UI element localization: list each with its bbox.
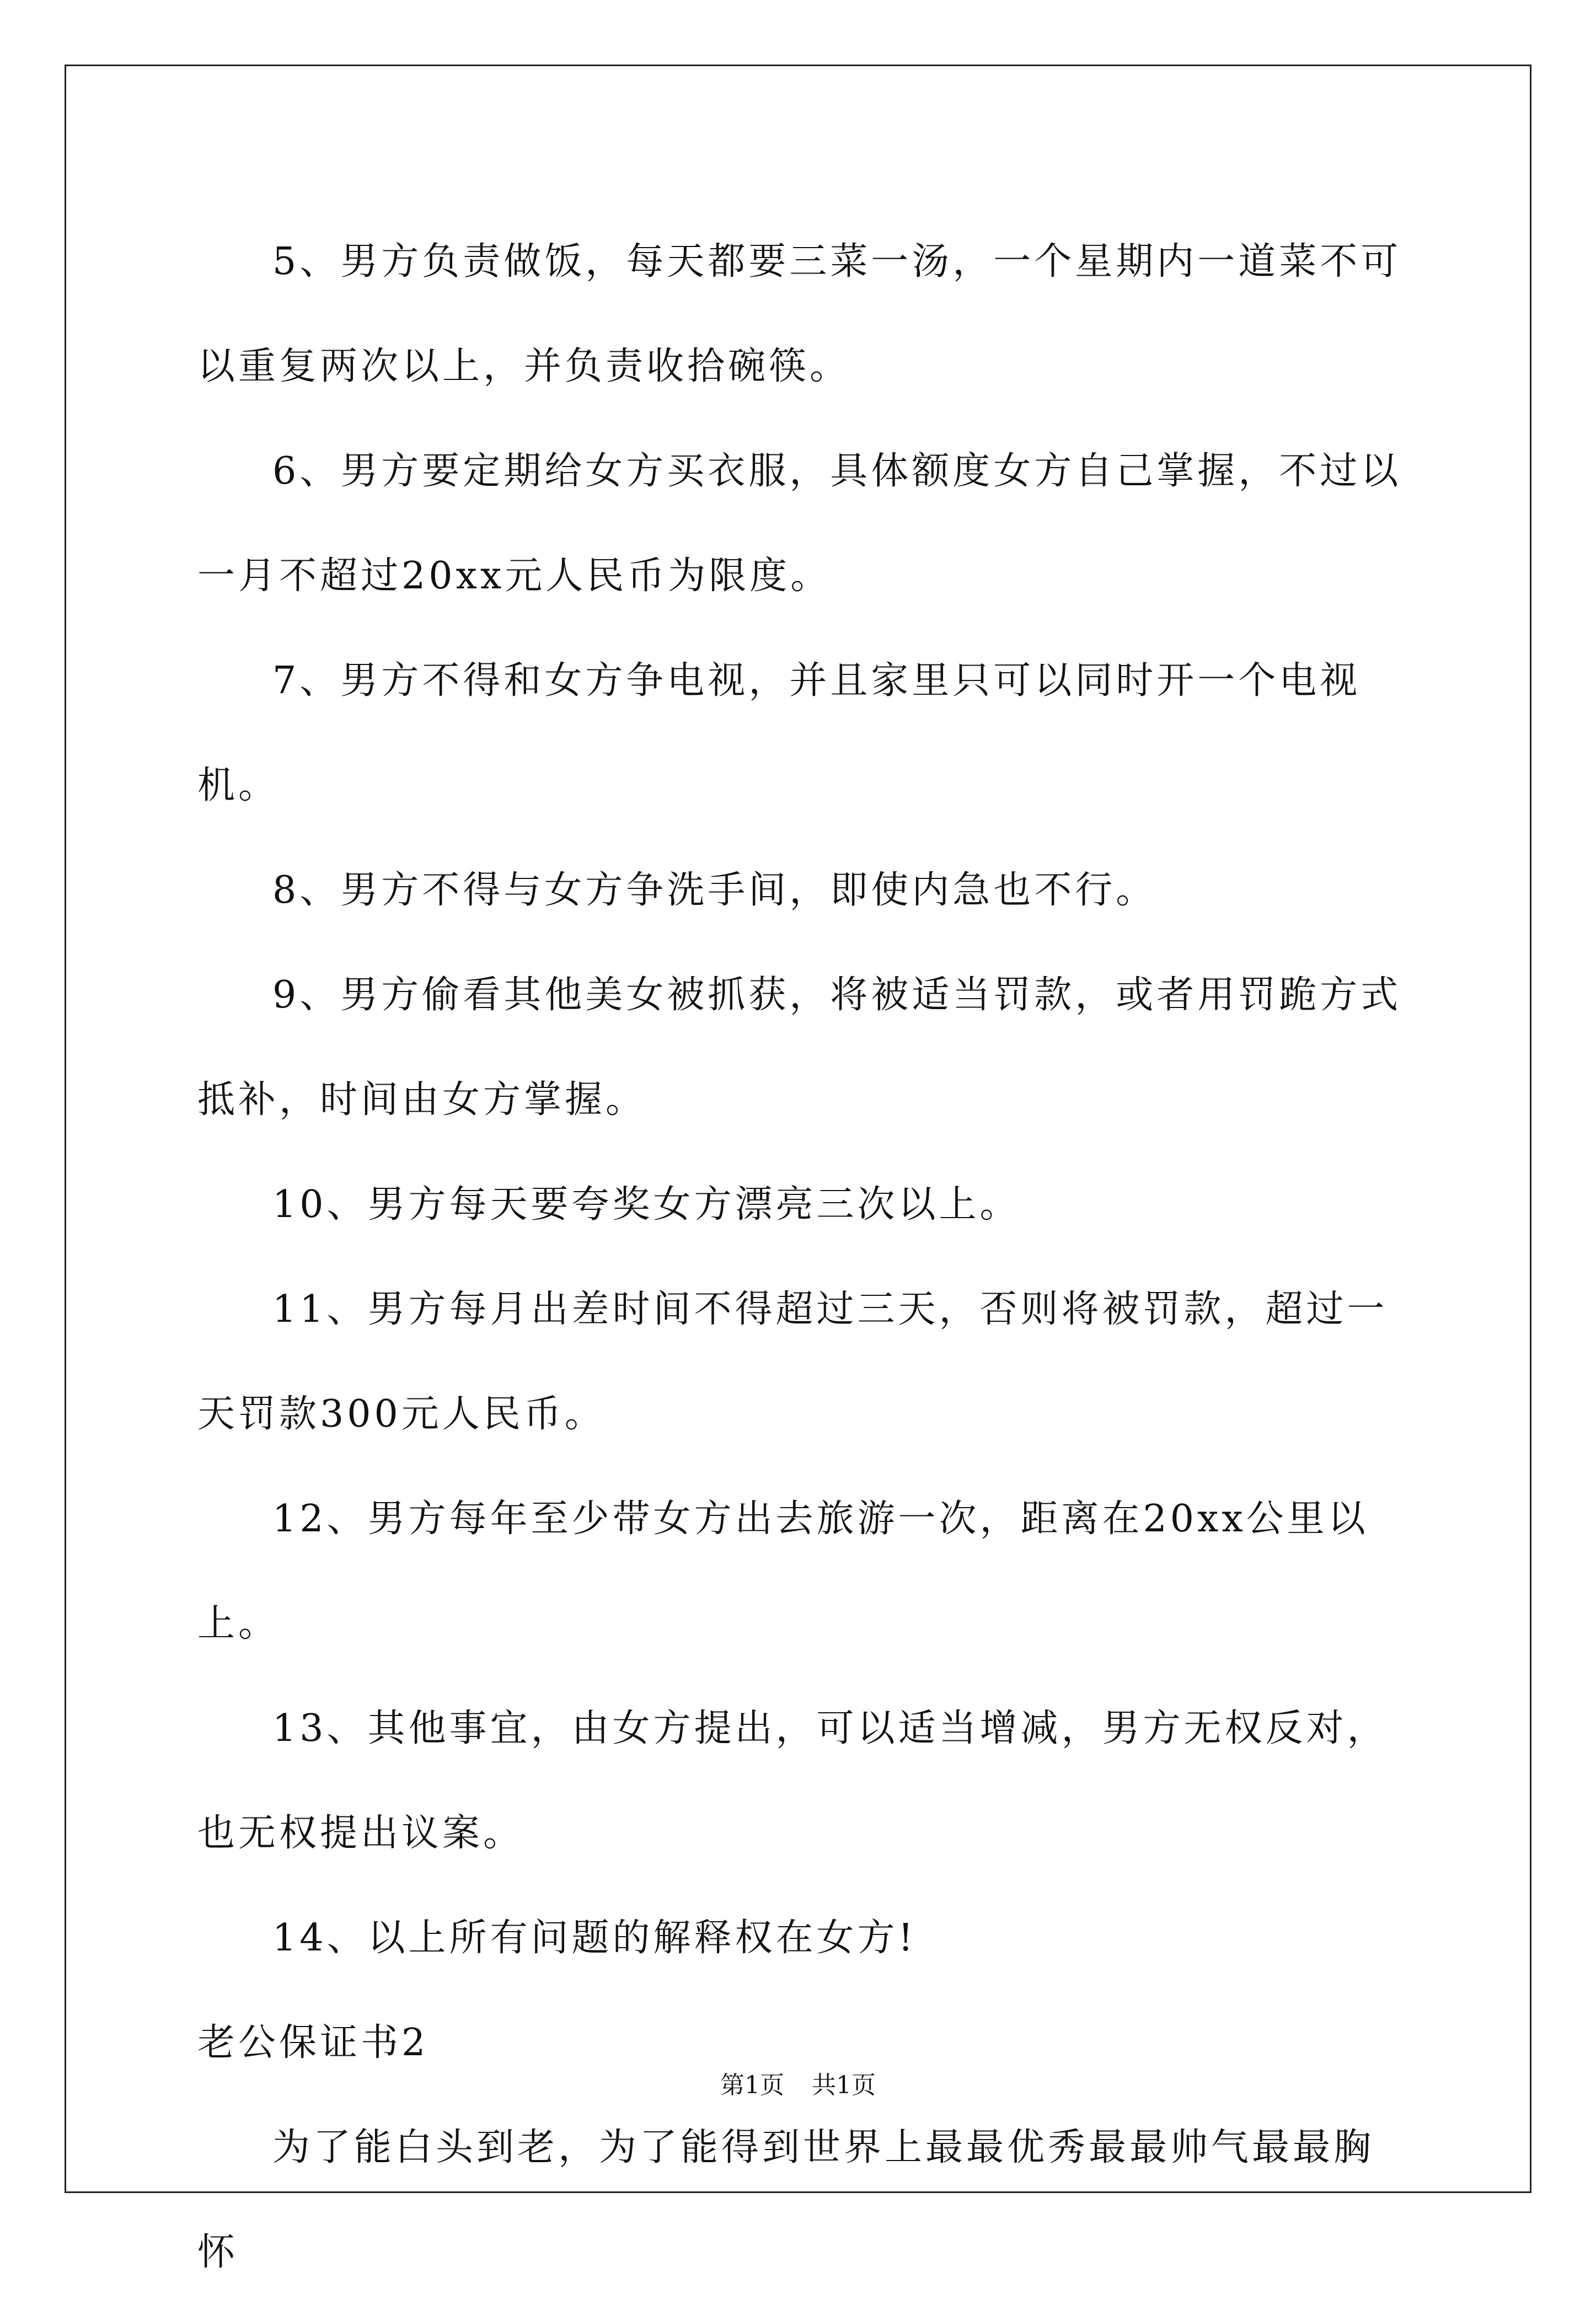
- paragraph-12: 12、男方每年至少带女方出去旅游一次，距离在20xx公里以上。: [197, 1497, 1369, 1645]
- paragraph-6: 6、男方要定期给女方买衣服，具体额度女方自己掌握，不过以一月不超过20xx元人民币为限度。: [197, 449, 1402, 598]
- paragraph-8: 8、男方不得与女方争洗手间，即使内急也不行。: [272, 869, 1157, 912]
- paragraph-11: 11、男方每月出差时间不得超过三天，否则将被罚款，超过一天罚款300元人民币。: [197, 1288, 1388, 1436]
- page-footer: [0, 2065, 1596, 2100]
- paragraph-5: 5、男方负责做饭，每天都要三菜一汤，一个星期内一道菜不可以重复两次以上，并负责收拾碗筷。: [197, 240, 1402, 388]
- paragraph-9: 9、男方偷看其他美女被抓获，将被适当罚款，或者用罚跪方式抵补，时间由女方掌握。: [197, 973, 1402, 1122]
- paragraph-7: 7、男方不得和女方争电视，并且家里只可以同时开一个电视机。: [197, 659, 1361, 807]
- paragraph-14: 14、以上所有问题的解释权在女方!: [272, 1916, 917, 1960]
- paragraph-intro: 为了能白头到老，为了能得到世界上最最优秀最最帅气最最胸怀: [197, 2126, 1375, 2274]
- page-number-total: 共1页: [812, 2071, 876, 2099]
- paragraph-10: 10、男方每天要夸奖女方漂亮三次以上。: [272, 1183, 1021, 1226]
- document-body: [197, 210, 1411, 2305]
- page-number-current: 第1页: [720, 2071, 784, 2099]
- section-heading: 老公保证书2: [197, 2021, 429, 2065]
- paragraph-13: 13、其他事宜，由女方提出，可以适当增减，男方无权反对，也无权提出议案。: [197, 1707, 1388, 1855]
